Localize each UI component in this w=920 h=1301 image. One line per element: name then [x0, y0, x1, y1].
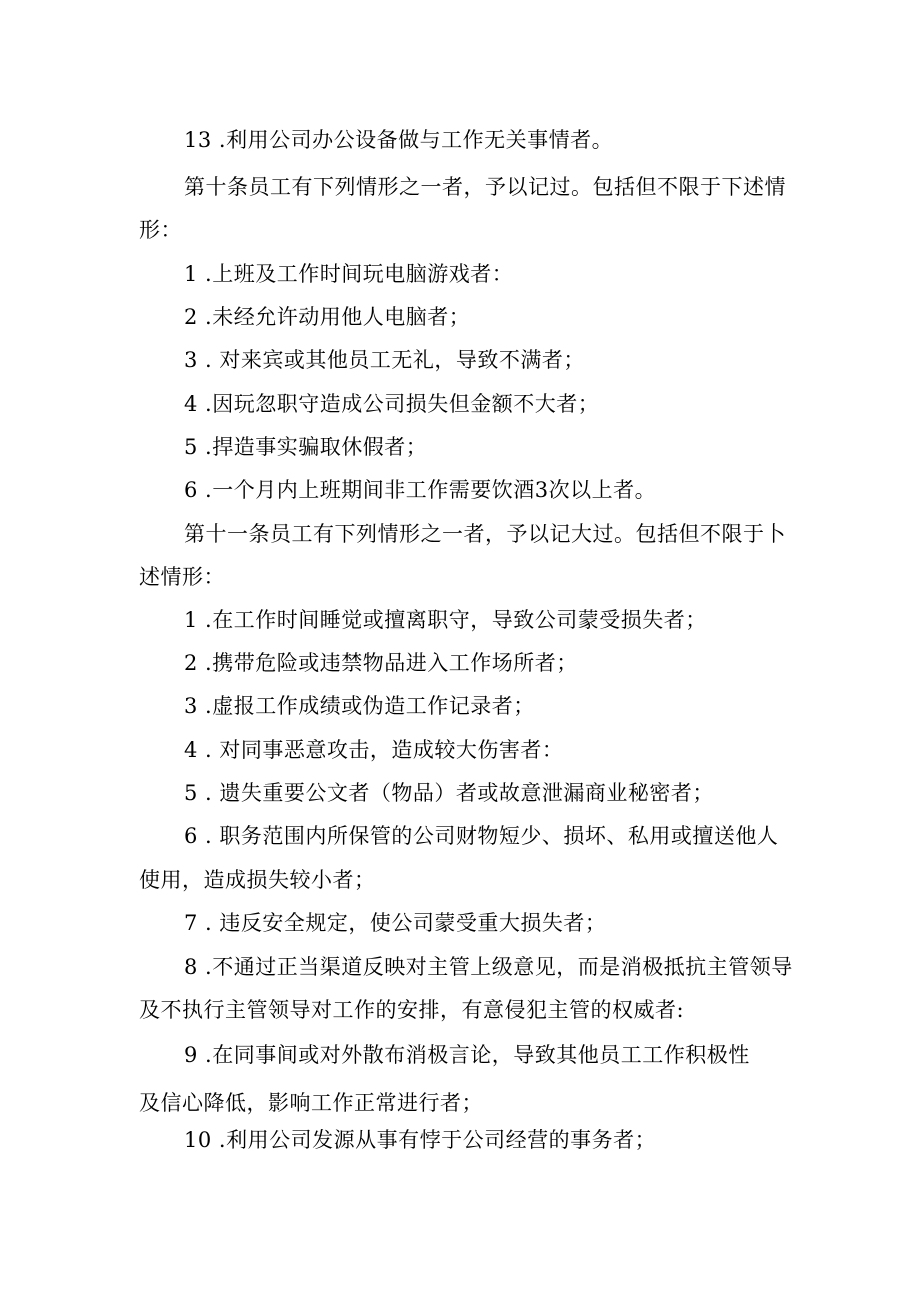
list-item: 6 .一个月内上班期间非工作需要饮酒3次以上者。 — [184, 478, 657, 502]
list-item: 1 .在工作时间睡觉或擅离职守，导致公司蒙受损失者； — [184, 608, 707, 632]
list-item: 4 .因玩忽职守造成公司损失但金额不大者； — [184, 392, 600, 416]
list-item: 5 .捍造事实骗取休假者； — [184, 435, 428, 459]
text-line: 形： — [139, 218, 182, 242]
list-item: 1 .上班及工作时间玩电脑游戏者： — [184, 262, 514, 286]
text-line: 及信心降低，影响工作正常进行者； — [139, 1091, 483, 1115]
list-item: 6 . 职务范围内所保管的公司财物短少、损坏、私用或擅送他人 — [184, 824, 779, 848]
list-item: 3 . 对来宾或其他员工无礼，导致不满者； — [184, 348, 585, 372]
list-item: 4 . 对同事恶意攻击，造成较大伤害者： — [184, 738, 564, 762]
article-10-heading: 第十条员工有下列情形之一者，予以记过。包括但不限于下述情 — [184, 175, 786, 199]
text-line: 及不执行主管领导对工作的安排，有意侵犯主管的权威者: — [139, 998, 685, 1022]
text-line: 使用，造成损失较小者； — [139, 868, 376, 892]
list-item: 10 .利用公司发源从事有悖于公司经营的事务者； — [184, 1128, 657, 1152]
text-line: 13 .利用公司办公设备做与工作无关事情者。 — [184, 128, 614, 152]
list-item: 2 .未经允许动用他人电脑者； — [184, 305, 471, 329]
list-item: 3 .虚报工作成绩或伪造工作记录者； — [184, 694, 535, 718]
text-line: 述情形： — [139, 565, 225, 589]
list-item: 7 . 违反安全规定，使公司蒙受重大损失者； — [184, 911, 607, 935]
list-item: 8 .不通过正当渠道反映对主管上级意见，而是消极抵抗主管领导 — [184, 955, 793, 979]
list-item: 5 . 遗失重要公文者（物品）者或故意泄漏商业秘密者； — [184, 781, 714, 805]
list-item: 9 .在同事间或对外散布消极言论，导致其他员工工作积极性 — [184, 1043, 750, 1067]
article-11-heading: 第十一条员工有下列情形之一者，予以记大过。包括但不限于卜 — [184, 522, 786, 546]
list-item: 2 .携带危险或违禁物品进入工作场所者； — [184, 651, 578, 675]
